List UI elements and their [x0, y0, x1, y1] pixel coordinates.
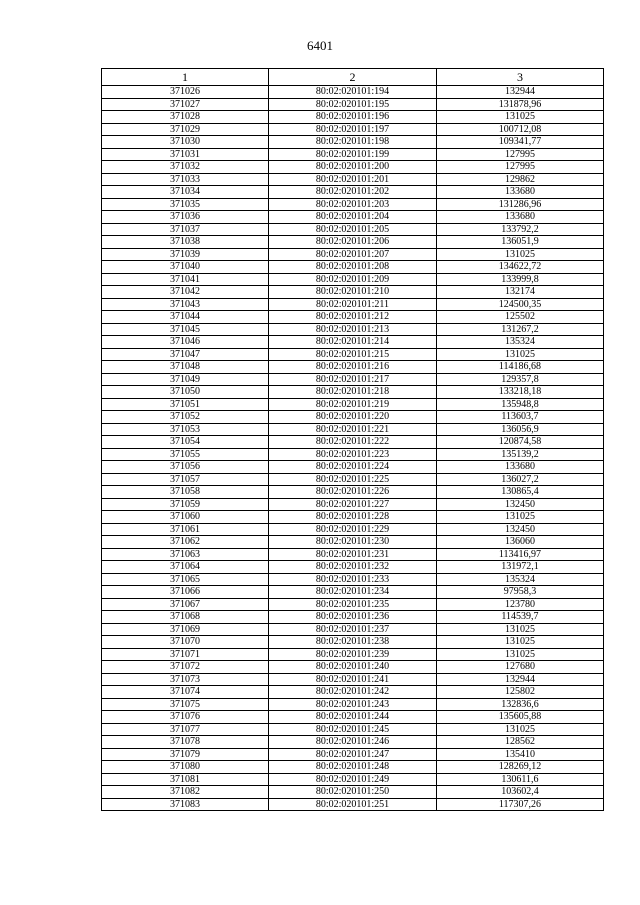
table-cell: 371029	[102, 123, 269, 136]
table-cell: 371027	[102, 98, 269, 111]
table-cell: 371067	[102, 598, 269, 611]
table-cell: 371039	[102, 248, 269, 261]
table-cell: 371077	[102, 723, 269, 736]
table-cell: 371044	[102, 311, 269, 324]
table-cell: 371043	[102, 298, 269, 311]
table-cell: 97958,3	[437, 586, 604, 599]
table-cell: 131025	[437, 348, 604, 361]
table-cell: 80:02:020101:222	[269, 436, 437, 449]
table-cell: 132944	[437, 673, 604, 686]
table-cell: 371057	[102, 473, 269, 486]
table-cell: 371036	[102, 211, 269, 224]
table-row	[102, 186, 604, 199]
table-cell: 135324	[437, 573, 604, 586]
table-row	[102, 548, 604, 561]
table-cell: 371075	[102, 698, 269, 711]
table-row	[102, 248, 604, 261]
table-cell: 135139,2	[437, 448, 604, 461]
table-cell: 80:02:020101:248	[269, 761, 437, 774]
column-header: 2	[269, 69, 437, 86]
table-cell: 80:02:020101:240	[269, 661, 437, 674]
table-cell: 80:02:020101:231	[269, 548, 437, 561]
table-cell: 129357,8	[437, 373, 604, 386]
table-cell: 371082	[102, 786, 269, 799]
table-cell: 371073	[102, 673, 269, 686]
table-row	[102, 211, 604, 224]
table-cell: 80:02:020101:238	[269, 636, 437, 649]
table-row	[102, 498, 604, 511]
table-cell: 132944	[437, 86, 604, 99]
table-row	[102, 773, 604, 786]
table-cell: 371041	[102, 273, 269, 286]
table-cell: 133680	[437, 186, 604, 199]
table-header	[102, 69, 604, 86]
table-cell: 371059	[102, 498, 269, 511]
table-cell: 371035	[102, 198, 269, 211]
table-row	[102, 411, 604, 424]
table-cell: 80:02:020101:226	[269, 486, 437, 499]
table-cell: 136051,9	[437, 236, 604, 249]
table-cell: 135605,88	[437, 711, 604, 724]
table-cell: 371068	[102, 611, 269, 624]
table-cell: 113603,7	[437, 411, 604, 424]
table-cell: 371033	[102, 173, 269, 186]
column-header: 1	[102, 69, 269, 86]
table-cell: 371064	[102, 561, 269, 574]
table-cell: 113416,97	[437, 548, 604, 561]
table-row	[102, 786, 604, 799]
table-cell: 125502	[437, 311, 604, 324]
table-row	[102, 386, 604, 399]
table-cell: 371070	[102, 636, 269, 649]
table-cell: 80:02:020101:212	[269, 311, 437, 324]
table-cell: 80:02:020101:211	[269, 298, 437, 311]
table-cell: 371040	[102, 261, 269, 274]
table-row	[102, 798, 604, 811]
table-cell: 114186,68	[437, 361, 604, 374]
table-row	[102, 623, 604, 636]
table-row	[102, 336, 604, 349]
table-row	[102, 536, 604, 549]
table-row	[102, 123, 604, 136]
table-cell: 80:02:020101:221	[269, 423, 437, 436]
table-row	[102, 461, 604, 474]
table-cell: 132450	[437, 523, 604, 536]
table-cell: 103602,4	[437, 786, 604, 799]
table-row	[102, 561, 604, 574]
table-cell: 117307,26	[437, 798, 604, 811]
table-row	[102, 723, 604, 736]
table-row	[102, 273, 604, 286]
table-row	[102, 98, 604, 111]
table-cell: 100712,08	[437, 123, 604, 136]
table-row	[102, 748, 604, 761]
table-cell: 131025	[437, 248, 604, 261]
table-cell: 80:02:020101:227	[269, 498, 437, 511]
table-cell: 131286,96	[437, 198, 604, 211]
table-row	[102, 586, 604, 599]
table-cell: 371058	[102, 486, 269, 499]
table-cell: 80:02:020101:250	[269, 786, 437, 799]
table-row	[102, 523, 604, 536]
table-row	[102, 711, 604, 724]
table-cell: 134622,72	[437, 261, 604, 274]
table-row	[102, 223, 604, 236]
table-cell: 371037	[102, 223, 269, 236]
table-cell: 80:02:020101:244	[269, 711, 437, 724]
table-row	[102, 598, 604, 611]
table-cell: 371042	[102, 286, 269, 299]
table-cell: 127995	[437, 161, 604, 174]
table-cell: 80:02:020101:196	[269, 111, 437, 124]
table-cell: 80:02:020101:241	[269, 673, 437, 686]
table-row	[102, 661, 604, 674]
table-cell: 80:02:020101:218	[269, 386, 437, 399]
table-row	[102, 436, 604, 449]
table-cell: 80:02:020101:214	[269, 336, 437, 349]
table-cell: 371048	[102, 361, 269, 374]
table-body	[102, 86, 604, 811]
table-cell: 371072	[102, 661, 269, 674]
table-cell: 80:02:020101:219	[269, 398, 437, 411]
table-row	[102, 286, 604, 299]
table-row	[102, 648, 604, 661]
table-header-row	[102, 69, 604, 86]
table-cell: 80:02:020101:217	[269, 373, 437, 386]
table-row	[102, 236, 604, 249]
table-cell: 80:02:020101:247	[269, 748, 437, 761]
table-cell: 80:02:020101:232	[269, 561, 437, 574]
table-row	[102, 511, 604, 524]
table-row	[102, 636, 604, 649]
table-cell: 132836,6	[437, 698, 604, 711]
table-row	[102, 173, 604, 186]
table-row	[102, 311, 604, 324]
table-cell: 127995	[437, 148, 604, 161]
table-cell: 371028	[102, 111, 269, 124]
table-cell: 129862	[437, 173, 604, 186]
table-cell: 80:02:020101:246	[269, 736, 437, 749]
table-cell: 371080	[102, 761, 269, 774]
table-cell: 371030	[102, 136, 269, 149]
table-cell: 136056,9	[437, 423, 604, 436]
table-cell: 136027,2	[437, 473, 604, 486]
table-cell: 80:02:020101:216	[269, 361, 437, 374]
table-cell: 128269,12	[437, 761, 604, 774]
table-cell: 131972,1	[437, 561, 604, 574]
table-cell: 80:02:020101:230	[269, 536, 437, 549]
table-row	[102, 86, 604, 99]
table-row	[102, 398, 604, 411]
table-cell: 80:02:020101:237	[269, 623, 437, 636]
table-cell: 130865,4	[437, 486, 604, 499]
table-cell: 80:02:020101:251	[269, 798, 437, 811]
table-cell: 131878,96	[437, 98, 604, 111]
table-cell: 131025	[437, 636, 604, 649]
table-cell: 136060	[437, 536, 604, 549]
table-cell: 80:02:020101:201	[269, 173, 437, 186]
table-cell: 371047	[102, 348, 269, 361]
table-cell: 371034	[102, 186, 269, 199]
table-cell: 371081	[102, 773, 269, 786]
table-cell: 371046	[102, 336, 269, 349]
table-cell: 80:02:020101:205	[269, 223, 437, 236]
table-cell: 371078	[102, 736, 269, 749]
table-cell: 371054	[102, 436, 269, 449]
table-cell: 131025	[437, 723, 604, 736]
table-cell: 371049	[102, 373, 269, 386]
table-cell: 371071	[102, 648, 269, 661]
table-cell: 133218,18	[437, 386, 604, 399]
table-cell: 80:02:020101:245	[269, 723, 437, 736]
table-row	[102, 136, 604, 149]
table-cell: 371060	[102, 511, 269, 524]
table-cell: 80:02:020101:194	[269, 86, 437, 99]
table-cell: 371079	[102, 748, 269, 761]
table-cell: 371062	[102, 536, 269, 549]
column-header: 3	[437, 69, 604, 86]
table-cell: 80:02:020101:249	[269, 773, 437, 786]
table-row	[102, 448, 604, 461]
table-row	[102, 486, 604, 499]
table-cell: 80:02:020101:202	[269, 186, 437, 199]
table-cell: 371051	[102, 398, 269, 411]
table-cell: 127680	[437, 661, 604, 674]
table-cell: 131025	[437, 511, 604, 524]
table-cell: 132174	[437, 286, 604, 299]
table-row	[102, 686, 604, 699]
table-cell: 133999,8	[437, 273, 604, 286]
table-cell: 80:02:020101:200	[269, 161, 437, 174]
table-cell: 371053	[102, 423, 269, 436]
table-cell: 80:02:020101:204	[269, 211, 437, 224]
table-cell: 80:02:020101:207	[269, 248, 437, 261]
table-cell: 80:02:020101:199	[269, 148, 437, 161]
table-row	[102, 473, 604, 486]
table-cell: 125802	[437, 686, 604, 699]
table-cell: 371031	[102, 148, 269, 161]
table-cell: 132450	[437, 498, 604, 511]
table-cell: 371038	[102, 236, 269, 249]
data-table	[101, 68, 604, 811]
table-row	[102, 198, 604, 211]
table-row	[102, 111, 604, 124]
table-cell: 371065	[102, 573, 269, 586]
table-cell: 371083	[102, 798, 269, 811]
table-cell: 371069	[102, 623, 269, 636]
table-row	[102, 348, 604, 361]
table-cell: 120874,58	[437, 436, 604, 449]
table-cell: 80:02:020101:228	[269, 511, 437, 524]
table-cell: 371052	[102, 411, 269, 424]
table-cell: 80:02:020101:210	[269, 286, 437, 299]
table-cell: 80:02:020101:220	[269, 411, 437, 424]
table-cell: 80:02:020101:209	[269, 273, 437, 286]
table-row	[102, 323, 604, 336]
table-row	[102, 148, 604, 161]
table-row	[102, 373, 604, 386]
table-cell: 371076	[102, 711, 269, 724]
table-cell: 80:02:020101:203	[269, 198, 437, 211]
table-cell: 80:02:020101:235	[269, 598, 437, 611]
table-cell: 133680	[437, 211, 604, 224]
table-cell: 128562	[437, 736, 604, 749]
table-row	[102, 261, 604, 274]
table-cell: 371055	[102, 448, 269, 461]
table-row	[102, 161, 604, 174]
table-cell: 135948,8	[437, 398, 604, 411]
table-row	[102, 361, 604, 374]
table-cell: 371032	[102, 161, 269, 174]
table-cell: 80:02:020101:197	[269, 123, 437, 136]
table-cell: 371061	[102, 523, 269, 536]
table-cell: 131025	[437, 623, 604, 636]
table-cell: 80:02:020101:229	[269, 523, 437, 536]
table-cell: 371074	[102, 686, 269, 699]
table-cell: 109341,77	[437, 136, 604, 149]
table-row	[102, 423, 604, 436]
table-cell: 371063	[102, 548, 269, 561]
table-row	[102, 611, 604, 624]
table-cell: 371045	[102, 323, 269, 336]
table-row	[102, 698, 604, 711]
table-row	[102, 573, 604, 586]
table-row	[102, 761, 604, 774]
table-cell: 80:02:020101:223	[269, 448, 437, 461]
page-number: 6401	[307, 38, 333, 53]
table-cell: 131267,2	[437, 323, 604, 336]
table-cell: 80:02:020101:224	[269, 461, 437, 474]
table-cell: 123780	[437, 598, 604, 611]
table-cell: 130611,6	[437, 773, 604, 786]
table-cell: 80:02:020101:213	[269, 323, 437, 336]
table-cell: 371066	[102, 586, 269, 599]
table-cell: 135410	[437, 748, 604, 761]
table-cell: 80:02:020101:215	[269, 348, 437, 361]
table-cell: 80:02:020101:206	[269, 236, 437, 249]
table-cell: 371056	[102, 461, 269, 474]
table-row	[102, 673, 604, 686]
table-cell: 80:02:020101:239	[269, 648, 437, 661]
table-cell: 80:02:020101:236	[269, 611, 437, 624]
table-cell: 80:02:020101:233	[269, 573, 437, 586]
table-cell: 80:02:020101:225	[269, 473, 437, 486]
table-row	[102, 736, 604, 749]
table-cell: 80:02:020101:243	[269, 698, 437, 711]
table-cell: 80:02:020101:198	[269, 136, 437, 149]
table-cell: 371050	[102, 386, 269, 399]
table-cell: 80:02:020101:195	[269, 98, 437, 111]
table-cell: 133680	[437, 461, 604, 474]
table-cell: 133792,2	[437, 223, 604, 236]
table-cell: 124500,35	[437, 298, 604, 311]
table-cell: 80:02:020101:242	[269, 686, 437, 699]
table-cell: 371026	[102, 86, 269, 99]
table-cell: 131025	[437, 111, 604, 124]
table-cell: 131025	[437, 648, 604, 661]
table-cell: 114539,7	[437, 611, 604, 624]
table-cell: 80:02:020101:234	[269, 586, 437, 599]
table-cell: 80:02:020101:208	[269, 261, 437, 274]
table-row	[102, 298, 604, 311]
table-cell: 135324	[437, 336, 604, 349]
